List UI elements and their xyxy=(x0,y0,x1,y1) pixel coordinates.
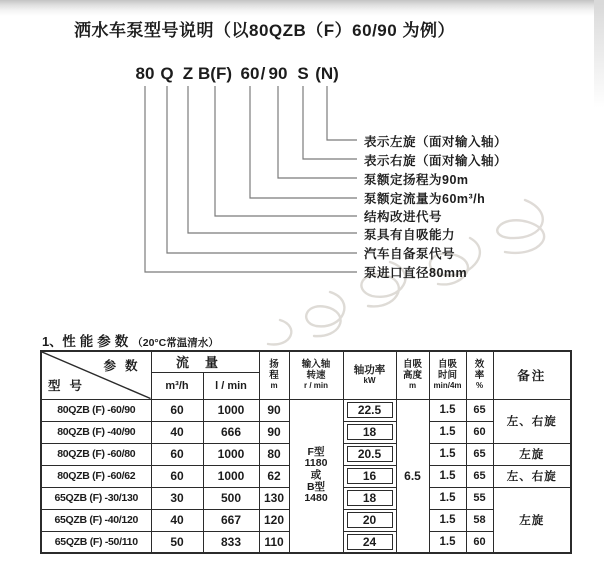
cell-efficiency: 55 xyxy=(466,487,493,509)
cell-model: 80QZB (F) -60/62 xyxy=(41,465,151,487)
cell-flow-m3h: 50 xyxy=(151,531,203,553)
header-remark: 备注 xyxy=(493,351,571,399)
power-value: 22.5 xyxy=(347,402,393,418)
header-eff-unit: % xyxy=(475,381,484,391)
cell-power xyxy=(343,465,396,487)
cell-flow-lmin: 666 xyxy=(203,421,259,443)
speed-line4: B型 xyxy=(306,480,326,493)
cell-efficiency: 65 xyxy=(466,443,493,465)
header-lift-char1: 扬 xyxy=(269,359,279,371)
section-note: （20°C常温清水） xyxy=(132,337,219,349)
cell-efficiency: 65 xyxy=(466,399,493,421)
cell-flow-m3h: 60 xyxy=(151,465,203,487)
header-suction-time xyxy=(429,351,466,399)
cell-flow-lmin: 500 xyxy=(203,487,259,509)
model-token-diameter: 80 xyxy=(135,64,155,83)
cell-suction-height: 6.5 xyxy=(396,399,429,553)
cell-head: 110 xyxy=(259,531,289,553)
cell-power xyxy=(343,443,396,465)
speed-line1: F型 xyxy=(307,445,325,458)
cell-head: 130 xyxy=(259,487,289,509)
cell-flow-lmin: 1000 xyxy=(203,443,259,465)
label-rated-flow: 泵额定流量为60m³/h xyxy=(364,192,486,206)
cell-suction-time: 1.5 xyxy=(429,509,466,531)
corner-header xyxy=(41,351,151,399)
cell-model: 65QZB (F) -40/120 xyxy=(41,509,151,531)
page-title: 洒水车泵型号说明（以80QZB（F）60/90 为例） xyxy=(74,21,455,40)
speed-line5: 1480 xyxy=(304,492,328,505)
label-vehicle-pump: 汽车自备泵代号 xyxy=(364,247,456,261)
header-lift-char2: 程 xyxy=(269,369,279,381)
cell-power xyxy=(343,399,396,421)
header-lift xyxy=(259,351,289,399)
cell-flow-m3h: 40 xyxy=(151,509,203,531)
header-suction-height xyxy=(396,351,429,399)
header-stime-line2: 时间 xyxy=(438,369,458,381)
cell-efficiency: 60 xyxy=(466,531,493,553)
cell-model: 80QZB (F) -60/90 xyxy=(41,399,151,421)
cell-suction-time: 1.5 xyxy=(429,421,466,443)
header-input-speed xyxy=(289,351,343,399)
performance-table xyxy=(40,350,572,554)
cell-model: 80QZB (F) -60/80 xyxy=(41,443,151,465)
label-structure-code: 结构改进代号 xyxy=(364,210,443,224)
header-eff-char2: 率 xyxy=(474,369,485,381)
corner-label-model: 型号 xyxy=(48,378,92,393)
model-token-q: Q xyxy=(160,64,174,83)
model-token-bf: B(F) xyxy=(198,64,232,83)
cell-flow-lmin: 1000 xyxy=(203,399,259,421)
cell-suction-time: 1.5 xyxy=(429,465,466,487)
header-shaft-power xyxy=(343,351,396,399)
cell-remark: 左旋 xyxy=(493,487,571,553)
label-left-rotation: 表示左旋（面对输入轴） xyxy=(364,135,508,149)
header-eff-char1: 效 xyxy=(474,359,485,371)
header-speed-unit: r / min xyxy=(304,381,329,391)
cell-suction-time: 1.5 xyxy=(429,531,466,553)
cell-remark: 左旋 xyxy=(493,443,571,465)
cell-efficiency: 58 xyxy=(466,509,493,531)
power-value: 18 xyxy=(347,490,393,506)
corner-label-parameter: 参数 xyxy=(103,359,147,373)
power-value: 24 xyxy=(347,534,393,550)
cell-head: 62 xyxy=(259,465,289,487)
header-flow: 流量 xyxy=(151,351,259,372)
power-value: 18 xyxy=(347,424,393,440)
speed-line3: 或 xyxy=(310,468,322,481)
cell-flow-m3h: 40 xyxy=(151,421,203,443)
cell-suction-time: 1.5 xyxy=(429,487,466,509)
cell-remark: 左、右旋 xyxy=(493,399,571,443)
header-sheight-line1: 自吸 xyxy=(403,359,423,371)
cell-model: 65QZB (F) -50/110 xyxy=(41,531,151,553)
header-lift-unit: m xyxy=(270,381,278,391)
cell-suction-time: 1.5 xyxy=(429,443,466,465)
cell-flow-m3h: 60 xyxy=(151,399,203,421)
header-power-line1: 轴功率 xyxy=(353,363,386,376)
power-value: 20.5 xyxy=(347,446,393,462)
header-speed-line1: 输入轴 xyxy=(301,359,331,371)
header-stime-unit: min/4m xyxy=(433,381,462,391)
cell-power xyxy=(343,421,396,443)
cell-efficiency: 60 xyxy=(466,421,493,443)
header-flow-lmin: l / min xyxy=(203,372,259,399)
header-efficiency xyxy=(466,351,493,399)
model-token-slash: / xyxy=(260,64,266,83)
label-inlet-diameter: 泵进口直径80mm xyxy=(364,266,468,280)
section-index: 1、 xyxy=(42,334,63,349)
cell-flow-m3h: 60 xyxy=(151,443,203,465)
cell-power xyxy=(343,487,396,509)
power-value: 16 xyxy=(347,468,393,484)
cell-flow-m3h: 30 xyxy=(151,487,203,509)
cell-efficiency: 65 xyxy=(466,465,493,487)
header-power-unit: kW xyxy=(363,376,376,386)
cell-input-speed xyxy=(289,399,343,553)
header-sheight-line2: 高度 xyxy=(403,369,423,381)
cell-head: 90 xyxy=(259,421,289,443)
cell-head: 120 xyxy=(259,509,289,531)
cell-head: 90 xyxy=(259,399,289,421)
cell-model: 65QZB (F) -30/130 xyxy=(41,487,151,509)
label-right-rotation: 表示右旋（面对输入轴） xyxy=(364,154,508,168)
cell-model: 80QZB (F) -40/90 xyxy=(41,421,151,443)
header-sheight-unit: m xyxy=(408,381,417,391)
label-rated-head: 泵额定扬程为90m xyxy=(364,173,469,187)
model-token-flow: 60 xyxy=(240,64,260,83)
cell-power xyxy=(343,531,396,553)
cell-flow-lmin: 667 xyxy=(203,509,259,531)
speed-line2: 1180 xyxy=(304,457,328,470)
cell-flow-lmin: 1000 xyxy=(203,465,259,487)
cell-remark: 左、右旋 xyxy=(493,465,571,487)
cell-suction-time: 1.5 xyxy=(429,399,466,421)
cell-power xyxy=(343,509,396,531)
label-self-priming: 泵具有自吸能力 xyxy=(364,228,456,242)
section-heading xyxy=(42,330,219,351)
model-token-z: Z xyxy=(182,64,194,83)
section-title: 性能参数 xyxy=(62,334,133,349)
header-speed-line2: 转速 xyxy=(306,369,326,381)
model-token-s: S xyxy=(297,64,309,83)
power-value: 20 xyxy=(347,512,393,528)
header-stime-line1: 自吸 xyxy=(438,359,458,371)
cell-flow-lmin: 833 xyxy=(203,531,259,553)
model-token-head: 90 xyxy=(268,64,288,83)
cell-head: 80 xyxy=(259,443,289,465)
header-flow-m3h: m³/h xyxy=(151,372,203,399)
model-token-n: (N) xyxy=(315,64,339,83)
